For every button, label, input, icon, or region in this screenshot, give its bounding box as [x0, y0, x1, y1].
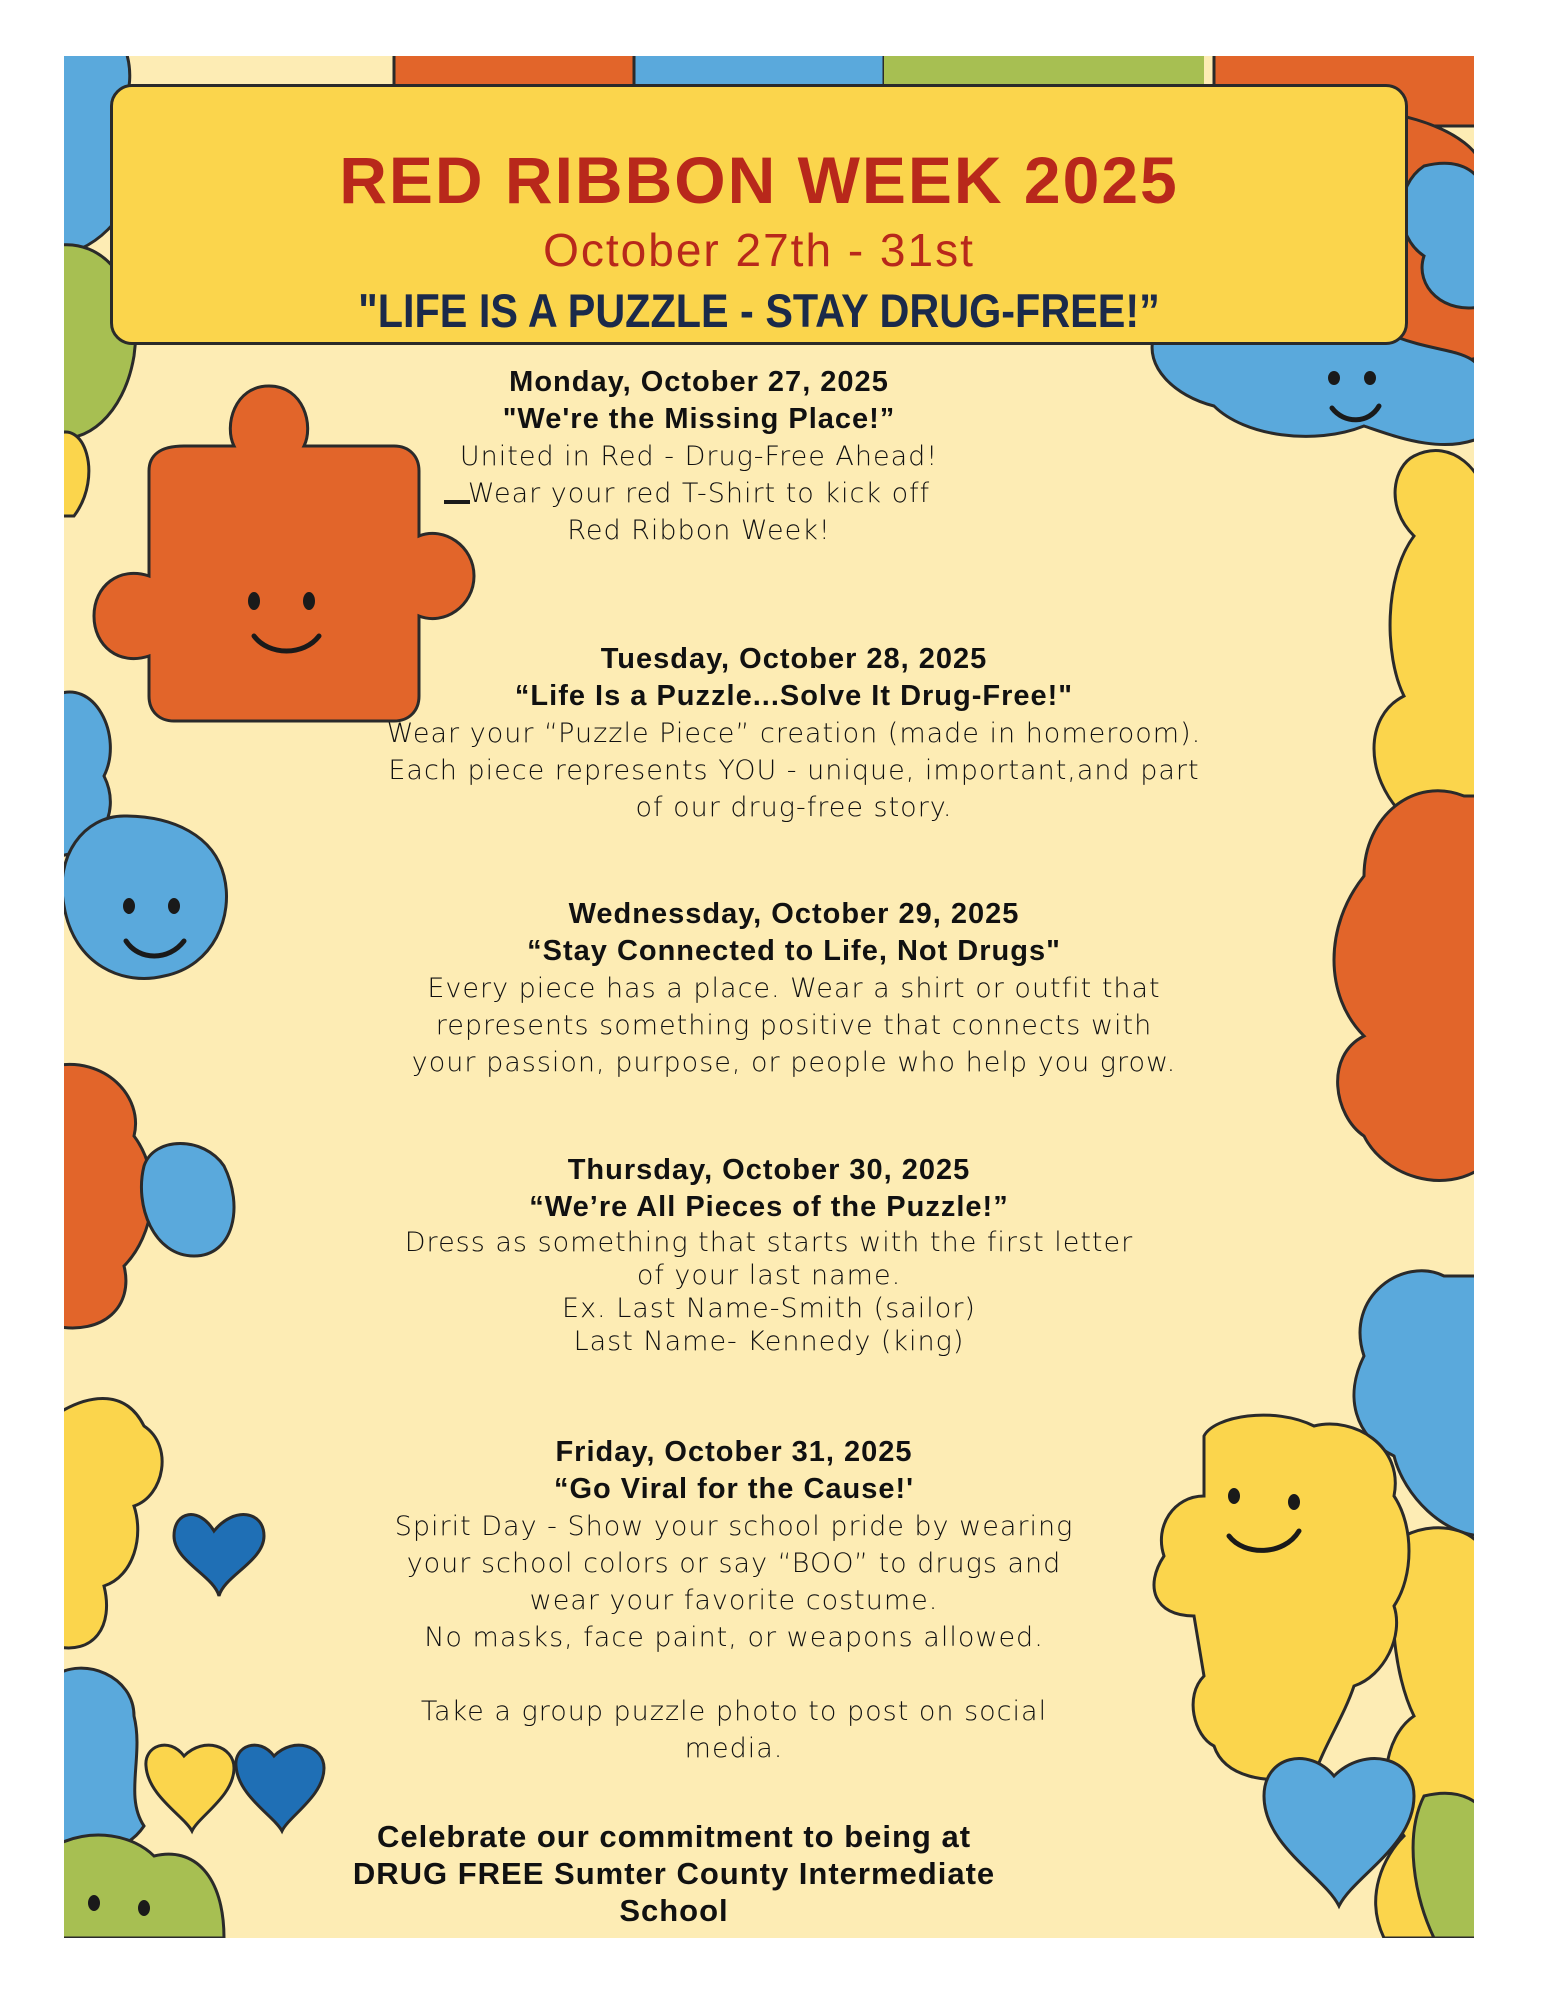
- closing-line: Celebrate our commitment to being at: [376, 1819, 972, 1854]
- day-line: Take a group puzzle photo to post on social: [420, 1696, 1048, 1727]
- day-line: Every piece has a place. Wear a shirt or outfit that: [427, 973, 1161, 1004]
- poster: [64, 56, 1474, 1938]
- smiley-eye: [1228, 1488, 1240, 1504]
- day-line: wear your favorite costume.: [529, 1585, 939, 1616]
- heart-icon: [174, 1515, 264, 1596]
- day-friday: [314, 1434, 1154, 1767]
- closing-line: School: [619, 1893, 729, 1928]
- heart-icon: [236, 1745, 324, 1831]
- theme-slogan: "LIFE IS A PUZZLE - STAY DRUG-FREE!”: [358, 284, 1160, 337]
- day-slogan: “Life Is a Puzzle...Solve It Drug-Free!": [514, 680, 1074, 712]
- blob-shape: [64, 1835, 224, 1938]
- title-banner: [110, 84, 1408, 345]
- blob-shape: [64, 432, 89, 516]
- smiley-eye: [88, 1895, 100, 1911]
- smiley-eye: [303, 592, 315, 610]
- blob-shape: [64, 1668, 144, 1852]
- day-line: Spirit Day - Show your school pride by wearing: [394, 1511, 1074, 1542]
- day-line: of your last name.: [636, 1260, 902, 1291]
- blob-shape: [141, 1144, 234, 1257]
- closing-line: DRUG FREE Sumter County Intermediate: [352, 1856, 996, 1891]
- day-line: No masks, face paint, or weapons allowed.: [424, 1622, 1044, 1653]
- day-thursday: [354, 1152, 1184, 1358]
- heart-icon: [146, 1745, 234, 1831]
- day-slogan: “Go Viral for the Cause!': [553, 1473, 915, 1505]
- closing-message: [334, 1818, 1014, 1929]
- day-heading: Friday, October 31, 2025: [555, 1436, 913, 1468]
- day-line: media.: [684, 1733, 784, 1764]
- day-line: Each piece represents YOU - unique, important,and part: [388, 755, 1200, 786]
- day-line: your passion, purpose, or people who help you grow.: [411, 1047, 1177, 1078]
- blob-shape: [64, 1064, 152, 1327]
- day-tuesday: [354, 641, 1234, 826]
- day-heading: Thursday, October 30, 2025: [567, 1154, 971, 1186]
- smiley-eye: [1288, 1494, 1300, 1510]
- day-slogan: “We’re All Pieces of the Puzzle!”: [529, 1191, 1009, 1223]
- day-heading: Wednessday, October 29, 2025: [568, 898, 1020, 930]
- day-line: of our drug-free story.: [635, 792, 953, 823]
- day-line: United in Red - Drug-Free Ahead!: [459, 441, 939, 472]
- day-line-spacer: [314, 1656, 1154, 1693]
- day-line: Dress as something that starts with the first letter: [404, 1227, 1134, 1258]
- day-line: Wear your red T-Shirt to kick off: [467, 478, 931, 509]
- day-wednesday: [354, 896, 1234, 1081]
- day-line: Last Name- Kennedy (king): [573, 1326, 965, 1357]
- day-slogan: "We're the Missing Place!”: [502, 403, 896, 435]
- day-line: your school colors or say “BOO” to drugs and: [406, 1548, 1062, 1579]
- day-slogan: “Stay Connected to Life, Not Drugs": [527, 935, 1061, 967]
- blob-shape: [64, 1399, 162, 1648]
- day-line: Ex. Last Name-Smith (sailor): [562, 1293, 976, 1324]
- blob-shape: [1334, 791, 1474, 1181]
- smiley-eye: [123, 898, 135, 914]
- smiley-eye: [1364, 371, 1376, 385]
- smiley-eye: [168, 898, 180, 914]
- event-dates: October 27th - 31st: [543, 224, 975, 276]
- smiley-eye: [138, 1900, 150, 1916]
- puzzle-piece-icon: [1154, 1415, 1409, 1780]
- smiley-eye: [248, 592, 260, 610]
- day-heading: Monday, October 27, 2025: [509, 366, 889, 398]
- day-monday: [444, 364, 954, 549]
- smiley-eye: [1328, 371, 1340, 385]
- day-heading: Tuesday, October 28, 2025: [600, 643, 988, 675]
- page-title: RED RIBBON WEEK 2025: [339, 143, 1179, 217]
- day-line: Red Ribbon Week!: [567, 515, 831, 546]
- day-line: represents something positive that connects with: [435, 1010, 1153, 1041]
- day-line: Wear your “Puzzle Piece” creation (made in homeroom).: [386, 718, 1202, 749]
